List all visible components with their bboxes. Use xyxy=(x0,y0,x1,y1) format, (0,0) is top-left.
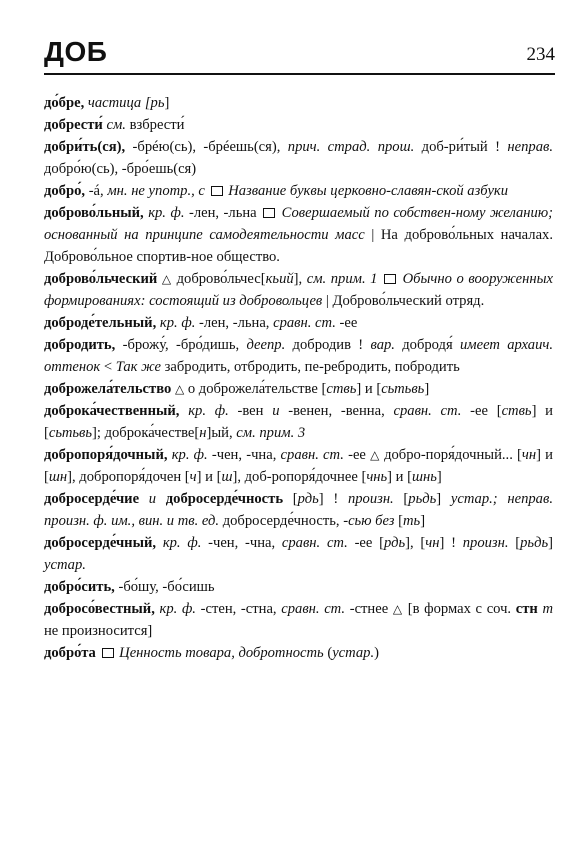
italic-note: чн xyxy=(425,535,440,551)
entry-text: -стен, -стна, xyxy=(195,601,282,617)
entry-text: ], доб-ропоря́дочнее [ xyxy=(232,469,367,485)
italic-note: ь xyxy=(527,535,535,551)
entry-text xyxy=(156,535,163,551)
entry-text: ] xyxy=(424,381,430,397)
entry-text: -ее xyxy=(335,315,358,331)
italic-note: см. прим. 3 xyxy=(236,425,306,441)
dictionary-entry xyxy=(44,312,553,334)
italic-note: д xyxy=(422,491,430,507)
italic-note: см. прим. 1 xyxy=(306,271,378,287)
entry-text: -бо́шу, -бо́сишь xyxy=(114,579,215,595)
triangle-icon: △ xyxy=(370,448,380,462)
dictionary-entry xyxy=(44,268,553,312)
italic-note: кр. ф. xyxy=(148,205,185,221)
entry-text: -á, xyxy=(85,183,108,199)
italic-note: неправ. произн. ф. им., вин. и тв. ед. xyxy=(44,491,553,529)
entry-text: забродить, отбродить, пе-ребродить, побродить xyxy=(160,359,460,375)
entry-text: ] xyxy=(436,469,442,485)
running-head: ДОБ xyxy=(44,36,108,67)
italic-note: сравн. ст. xyxy=(273,315,336,331)
headword: стн xyxy=(515,601,538,617)
entry-text: ], [ xyxy=(405,535,426,551)
dictionary-entry xyxy=(44,378,553,400)
entry-text: < xyxy=(100,359,116,375)
entry-text: ( xyxy=(323,645,333,661)
italic-note: и xyxy=(272,403,280,419)
italic-note: шн xyxy=(48,469,68,485)
definition-box-icon xyxy=(263,208,275,218)
entry-text: ] ! xyxy=(318,491,348,507)
italic-note: ств xyxy=(326,381,350,397)
italic-note: чн xyxy=(366,469,381,485)
italic-note: к xyxy=(265,271,273,287)
entry-text: ) xyxy=(374,645,379,661)
italic-note: ий xyxy=(279,271,294,287)
headword: добросерде́чность xyxy=(165,491,284,507)
italic-note: ь xyxy=(157,95,165,111)
definition-box-icon xyxy=(384,274,396,284)
entry-text: -чен, -чна, xyxy=(207,447,281,463)
entry-text: ] и [ xyxy=(44,447,553,485)
entry-text: доб-ри́тый ! xyxy=(414,139,508,155)
italic-note: т xyxy=(542,601,554,617)
italic-note: ь xyxy=(85,425,93,441)
italic-note: в xyxy=(411,381,418,397)
italic-note: ь xyxy=(55,425,62,441)
dictionary-entry xyxy=(44,598,553,642)
entry-text: доброво́льчес[ xyxy=(172,271,266,287)
italic-note: сравн. ст. xyxy=(393,403,462,419)
italic-note: деепр. xyxy=(246,337,286,353)
entry-text xyxy=(377,271,382,287)
headword: доброво́льческий xyxy=(44,271,158,287)
headword: добрести́ xyxy=(44,117,103,133)
italic-note: произн. xyxy=(347,491,394,507)
entry-text xyxy=(179,403,188,419)
headword: добросерде́чный, xyxy=(44,535,157,551)
italic-note: устар.; xyxy=(450,491,498,507)
italic-note: ь xyxy=(312,491,319,507)
italic-note: ь xyxy=(430,469,437,485)
entry-text: добросерде́чность, xyxy=(219,513,344,529)
dictionary-entry xyxy=(44,334,553,378)
triangle-icon: △ xyxy=(161,272,173,286)
entry-text: ]; доброка́честве[ xyxy=(92,425,200,441)
headword: добро́сить, xyxy=(44,579,115,595)
italic-note: ь xyxy=(524,403,532,419)
italic-note: ь xyxy=(72,425,80,441)
italic-note: т xyxy=(402,513,414,529)
dictionary-entry xyxy=(44,576,553,598)
triangle-icon: △ xyxy=(392,602,404,616)
entry-text xyxy=(205,183,209,199)
entry-text: ], добропоря́дочен [ xyxy=(67,469,190,485)
entry-text: ] и [ xyxy=(44,403,553,441)
headword: до́бре, xyxy=(44,95,85,111)
dictionary-entry xyxy=(44,202,553,268)
italic-note: Обычно о вооруженных формированиях: состоящий из добровольцев xyxy=(44,271,553,309)
italic-note: д xyxy=(534,535,542,551)
italic-note: сравн. ст. xyxy=(281,601,346,617)
italic-note: ь xyxy=(387,381,395,397)
italic-note: кр. ф. xyxy=(159,315,196,331)
definition-box-icon xyxy=(211,186,223,196)
italic-note: ь xyxy=(272,271,280,287)
italic-note: неправ. xyxy=(507,139,553,155)
italic-note: р xyxy=(408,491,416,507)
italic-note: прич. страд. прош. xyxy=(287,139,415,155)
italic-note: устар. xyxy=(44,557,86,573)
italic-note: кр. ф. xyxy=(162,535,202,551)
italic-note: мн. не употр., с xyxy=(107,183,205,199)
headword: добропоря́дочный, xyxy=(44,447,168,463)
italic-note: сравн. ст. xyxy=(280,447,344,463)
headword: добро́, xyxy=(44,183,86,199)
entry-text: -брожу́, -бро́дишь, xyxy=(115,337,247,353)
headword: доброде́тельный, xyxy=(44,315,157,331)
italic-note: ь xyxy=(415,491,423,507)
dictionary-entry xyxy=(44,488,553,532)
triangle-icon: △ xyxy=(174,382,185,396)
page-header xyxy=(44,34,555,70)
italic-note: -сью без xyxy=(343,513,395,529)
entry-text: ] xyxy=(436,491,451,507)
page-number: 234 xyxy=(526,44,555,65)
entry-text: [в формах с соч. xyxy=(403,601,516,617)
dictionary-entry xyxy=(44,642,553,664)
entry-text: -вен xyxy=(228,403,273,419)
headword: доброво́льный, xyxy=(44,205,144,221)
italic-note: рд xyxy=(297,491,313,507)
headword: доброжела́тельство xyxy=(44,381,172,397)
italic-note: ь xyxy=(398,535,406,551)
entry-text: [ xyxy=(393,491,409,507)
italic-note: ч xyxy=(189,469,197,485)
headword: добросо́вестный, xyxy=(44,601,155,617)
italic-note: н xyxy=(199,425,207,441)
entry-text: добро-поря́дочный... [ xyxy=(379,447,522,463)
entry-text xyxy=(156,491,166,507)
entry-text: ] xyxy=(420,513,426,529)
dictionary-entry xyxy=(44,136,553,180)
entry-text: [ xyxy=(508,535,521,551)
entry-text: ], xyxy=(293,271,307,287)
dictionary-entry xyxy=(44,532,553,576)
entry-text: ] и [ xyxy=(196,469,222,485)
italic-note: Совершаемый по собствен-ному желанию; основанный на принципе самодеятельности масс xyxy=(44,205,553,243)
italic-note: сравн. ст. xyxy=(281,535,348,551)
entry-text: [ xyxy=(394,513,403,529)
entry-text: ]ый, xyxy=(206,425,237,441)
italic-note: ь xyxy=(429,491,437,507)
header-rule xyxy=(44,73,555,75)
italic-note: устар. xyxy=(332,645,375,661)
italic-note: р xyxy=(520,535,528,551)
italic-note: с xyxy=(48,425,56,441)
italic-note: и xyxy=(148,491,157,507)
italic-note: Название буквы церковно-славян-ской азбуки xyxy=(228,183,509,199)
headword: добродить, xyxy=(44,337,116,353)
italic-note: частица xyxy=(87,95,142,111)
entry-text: -венен, -венна, xyxy=(279,403,394,419)
entry-text: добродив ! xyxy=(285,337,371,353)
italic-note: т xyxy=(61,425,73,441)
italic-note: произн. xyxy=(462,535,509,551)
italic-note: ь xyxy=(404,381,412,397)
entry-text: -лен, -льна, xyxy=(195,315,274,331)
entry-text xyxy=(139,491,149,507)
dictionary-entry xyxy=(44,114,553,136)
italic-note: т xyxy=(394,381,405,397)
italic-note: чн xyxy=(521,447,537,463)
entry-text xyxy=(498,491,508,507)
entry-text: -ее [ xyxy=(347,535,384,551)
italic-note: ш xyxy=(221,469,233,485)
italic-note: ств xyxy=(501,403,525,419)
italic-note: рд xyxy=(384,535,399,551)
entry-text: ] xyxy=(164,95,170,111)
definition-box-icon xyxy=(102,648,114,658)
entry-text: ] и [ xyxy=(356,381,382,397)
italic-note: Так же xyxy=(115,359,161,375)
italic-note: кр. ф. xyxy=(159,601,196,617)
entry-text: добро́ю(сь), -бро́ешь(ся) xyxy=(44,161,197,177)
entry-text: ] и [ xyxy=(387,469,412,485)
italic-note: см. xyxy=(106,117,126,133)
entry-text: -лен, -льна xyxy=(184,205,262,221)
entry-list xyxy=(44,92,553,664)
italic-note: шн xyxy=(412,469,431,485)
italic-note: в xyxy=(79,425,86,441)
italic-note: ь xyxy=(413,513,421,529)
entry-text: добродя́ xyxy=(394,337,460,353)
entry-text: -ее [ xyxy=(461,403,502,419)
italic-note: [р xyxy=(141,95,158,111)
entry-text: не произносится] xyxy=(44,623,153,639)
entry-text: -стнее xyxy=(345,601,393,617)
italic-note: кр. ф. xyxy=(188,403,229,419)
entry-text: | На доброво́льных началах. Доброво́льное спортив-ное общество. xyxy=(44,227,553,265)
entry-text: взбрести́ xyxy=(125,117,185,133)
italic-note: ь xyxy=(349,381,357,397)
dictionary-entry xyxy=(44,444,553,488)
italic-note: вар. xyxy=(370,337,395,353)
dictionary-entry xyxy=(44,180,553,202)
entry-text xyxy=(96,645,100,661)
italic-note: ь xyxy=(417,381,425,397)
headword: добри́ть(ся), xyxy=(44,139,126,155)
entry-text: -ее xyxy=(343,447,371,463)
entry-text: | Доброво́льческий отряд. xyxy=(322,293,485,309)
entry-text: о доброжела́тельстве [ xyxy=(184,381,327,397)
headword: добро́та xyxy=(44,645,96,661)
italic-note: с xyxy=(381,381,388,397)
italic-note: ь xyxy=(380,469,388,485)
italic-note: Ценность товара, добротность xyxy=(119,645,324,661)
dictionary-entry xyxy=(44,92,553,114)
headword: добросерде́чие xyxy=(44,491,140,507)
entry-text: ] xyxy=(548,535,553,551)
headword: доброка́чественный, xyxy=(44,403,180,419)
entry-text: -брéю(сь), -брéешь(ся), xyxy=(125,139,288,155)
dictionary-entry xyxy=(44,400,553,444)
italic-note: кр. ф. xyxy=(171,447,208,463)
entry-text: ] ! xyxy=(439,535,463,551)
italic-note: ь xyxy=(541,535,549,551)
entry-text: [ xyxy=(283,491,298,507)
entry-text: -чен, -чна, xyxy=(201,535,282,551)
italic-note: имеет архаич. оттенок xyxy=(44,337,553,375)
